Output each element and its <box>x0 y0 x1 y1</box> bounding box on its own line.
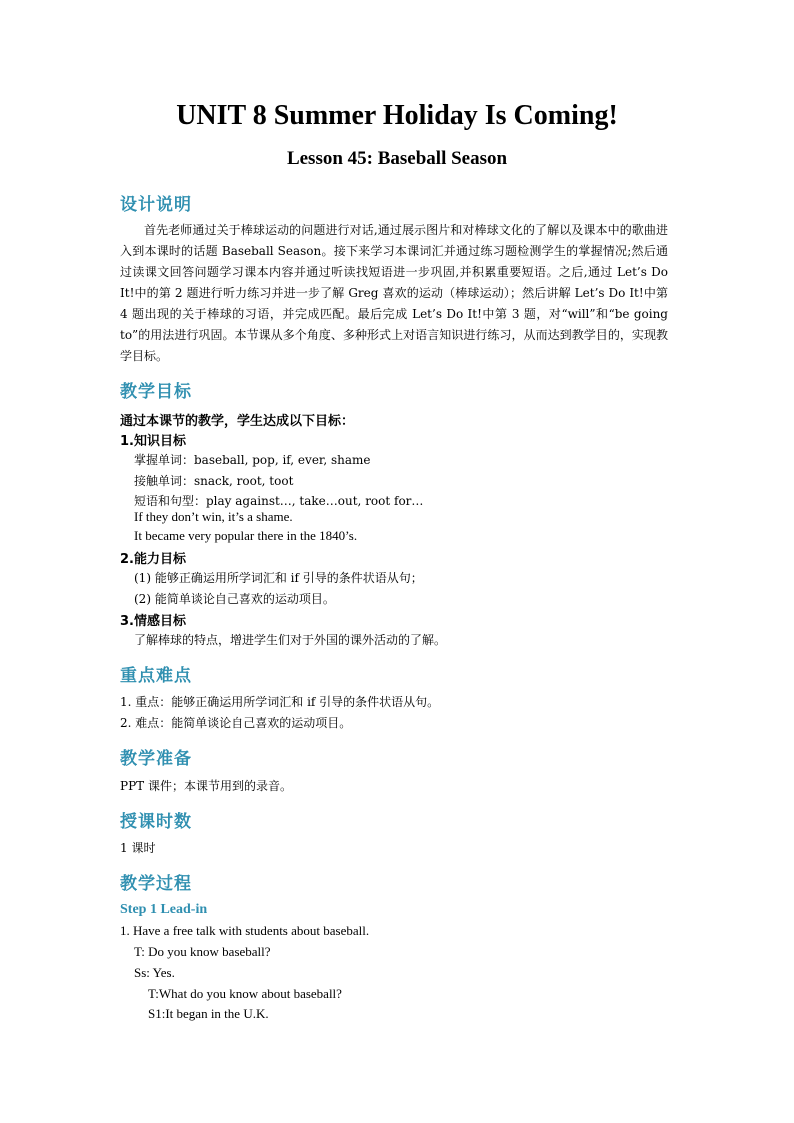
preparation-heading: 教学准备 <box>120 749 192 769</box>
knowledge-line-4: If they don’t win, it’s a shame. <box>134 509 293 524</box>
objectives-heading: 教学目标 <box>120 382 192 402</box>
knowledge-title: 1.知识目标 <box>120 434 186 449</box>
dialogue-line-2: Ss: Yes. <box>134 965 175 980</box>
key-points-heading: 重点难点 <box>120 666 192 686</box>
hours-line: 1 课时 <box>120 841 156 855</box>
lesson-title: Lesson 45: Baseball Season <box>286 148 508 169</box>
key-point-line-1: 1. 重点：能够正确运用所学词汇和 if 引导的条件状语从句。 <box>120 695 440 709</box>
unit-title: UNIT 8 Summer Holiday Is Coming! <box>176 100 618 131</box>
knowledge-line-2: 接触单词：snack, root, toot <box>134 474 294 488</box>
hours-heading: 授课时数 <box>120 812 192 832</box>
dialogue-line-4: S1:It began in the U.K. <box>148 1006 269 1021</box>
ability-title: 2.能力目标 <box>120 552 186 567</box>
design-paragraph: 首先老师通过关于棒球运动的问题进行对话,通过展示图片和对棒球文化的了解以及课本中的歌曲进入到本课时的话题 Baseball Season。接下来学习本课词汇并通过练习题检测学生的掌握情况;然后通过读课文回答问题学习课本内容并通过听读找短语进一步巩固,并积累重要短语。之后,通过 Let’s Do It!中的第 2 题进行听力练习并进一步了解 Greg 喜欢的运动（棒球运动）；然后讲解 Let’s Do It!中第 4 题出现的关于棒球的习语，并完成匹配。最后完成 Let’s Do It!中第 3 题，对“will”和“be going to”的用法进行巩固。本节课从多个角度、多种形式上对语言知识进行练习，从而达到教学目的，实现教学目标。 <box>120 223 668 363</box>
preparation-line: PPT 课件；本课节用到的录音。 <box>120 779 292 793</box>
design-heading: 设计说明 <box>120 195 192 215</box>
dialogue-line-3: T:What do you know about baseball? <box>148 986 342 1001</box>
ability-line-1: (1) 能够正确运用所学词汇和 if 引导的条件状语从句； <box>134 571 423 585</box>
step-1-label: Step 1 Lead-in <box>120 902 208 917</box>
objectives-intro: 通过本课节的教学，学生达成以下目标： <box>120 414 355 429</box>
process-heading: 教学过程 <box>120 874 192 894</box>
key-point-line-2: 2. 难点：能简单谈论自己喜欢的运动项目。 <box>120 716 352 730</box>
knowledge-line-5: It became very popular there in the 1840’s. <box>134 528 358 543</box>
process-item-1: 1. Have a free talk with students about baseball. <box>120 923 370 938</box>
knowledge-line-3: 短语和句型：play against…, take…out, root for… <box>134 494 424 508</box>
emotion-line: 了解棒球的特点，增进学生们对于外国的课外活动的了解。 <box>134 633 447 647</box>
knowledge-line-1: 掌握单词：baseball, pop, if, ever, shame <box>134 453 371 467</box>
dialogue-line-1: T: Do you know baseball? <box>134 944 271 959</box>
emotion-title: 3.情感目标 <box>120 614 186 629</box>
ability-line-2: (2) 能简单谈论自己喜欢的运动项目。 <box>134 592 335 606</box>
